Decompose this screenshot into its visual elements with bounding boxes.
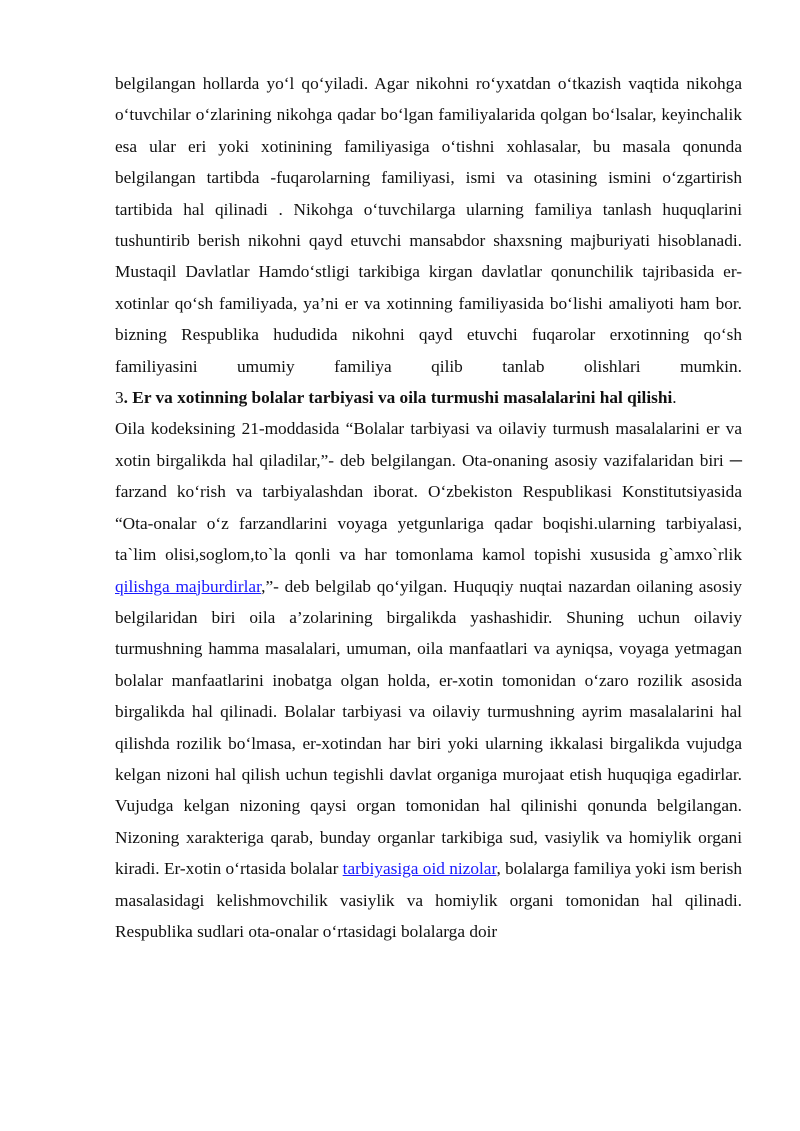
section-3-paragraph [115,382,742,947]
paragraph-family-name: belgilangan hollarda yo‘l qo‘yiladi. Agar nikohni ro‘yxatdan o‘tkazish vaqtida nikohga o‘tuvchilar o‘zlarining nikohga qadar bo‘lgan familiyalarida qolgan bo‘lsalar, keyinchalik esa ular eri yoki xotinining familiyasiga o‘tishni xohlasalar, bu masala qonunda belgilangan tartibda -fuqarolarning familiyasi, ismi va otasining ismini o‘zgartirish tartibida hal qilinadi . Nikohga o‘tuvchilarga ularning familiya tanlash huquqlarini tushuntirib berish nikohni qayd etuvchi mansabdor shaxsning majburiyati hisoblanadi. Mustaqil Davlatlar Hamdo‘stligi tarkibiga kirgan davlatlar qonunchilik tajribasida er-xotinlar qo‘sh familiyada, ya’ni er va xotinning familiyasida bo‘lishi amaliyoti ham bor. bizning Respublika hududida nikohni qayd etuvchi fuqarolar erxotinning qo‘sh familiyasini umumiy familiya qilib tanlab olishlari mumkin. [115,74,742,376]
document-page [115,68,742,947]
section-title-end: . [672,388,677,408]
section-number-dot: . [123,388,128,408]
section-text-part-3: , bolalarga familiya yoki ism berish masalasidagi kelishmovchilik vasiylik va homiylik organi tomonidan hal qilinadi. Respublika sudlari ota-onalar o‘rtasidagi bolalarga doir [115,859,742,941]
section-title: Er va xotinning bolalar tarbiyasi va oila turmushi masalalarini hal qilishi [127,388,673,408]
link-obligation[interactable]: qilishga majburdirlar [115,576,262,596]
section-text-part-2: ,”- deb belgilab qo‘yilgan. Huquqiy nuqtai nazardan oilaning asosiy belgilaridan biri oila a’zolarining birgalikda yashashidir. Shuning uchun oilaviy turmushning hamma masalalari, umuman, oila manfaatlari va ayniqsa, voyaga yetmagan bolalar manfaatlarini inobatga olgan holda, er-xotin tomonidan o‘zaro rozilik asosida birgalikda hal qilinadi. Bolalar tarbiyasi va oilaviy turmushning ayrim masalalarini hal qilishda rozilik bo‘lmasa, er-xotindan har biri yoki ularning ikkalasi birgalikda vujudga kelgan nizoni hal qilish uchun tegishli davlat organiga murojaat etish huquqiga egadirlar. Vujudga kelgan nizoning qaysi organ tomonidan hal qilinishi qonunda belgilangan. Nizoning xarakteriga qarab, bunday organlar tarkibiga sud, vasiylik va homiylik organi kiradi. Er-xotin o‘rtasida bolalar [115,576,742,879]
section-number: 3 [115,388,124,408]
section-text-part-1: Oila kodeksining 21-moddasida “Bolalar tarbiyasi va oilaviy turmush masalalarini er va xotin birgalikda hal qiladilar,”- deb belgilangan. Ota-onaning asosiy vazifalaridan biri ─ farzand ko‘rish va tarbiyalashdan iborat. O‘zbekiston Respublikasi Konstitutsiyasida “Ota-onalar o‘z farzandlarini voyaga yetgunlariga qadar boqishi.ularning tarbiyalasi, ta`lim olisi,soglom,to`la qonli va har tomonlama kamol topishi xususida g`amxo`rlik [115,419,742,565]
link-upbringing-disputes[interactable]: tarbiyasiga oid nizolar [342,859,497,879]
